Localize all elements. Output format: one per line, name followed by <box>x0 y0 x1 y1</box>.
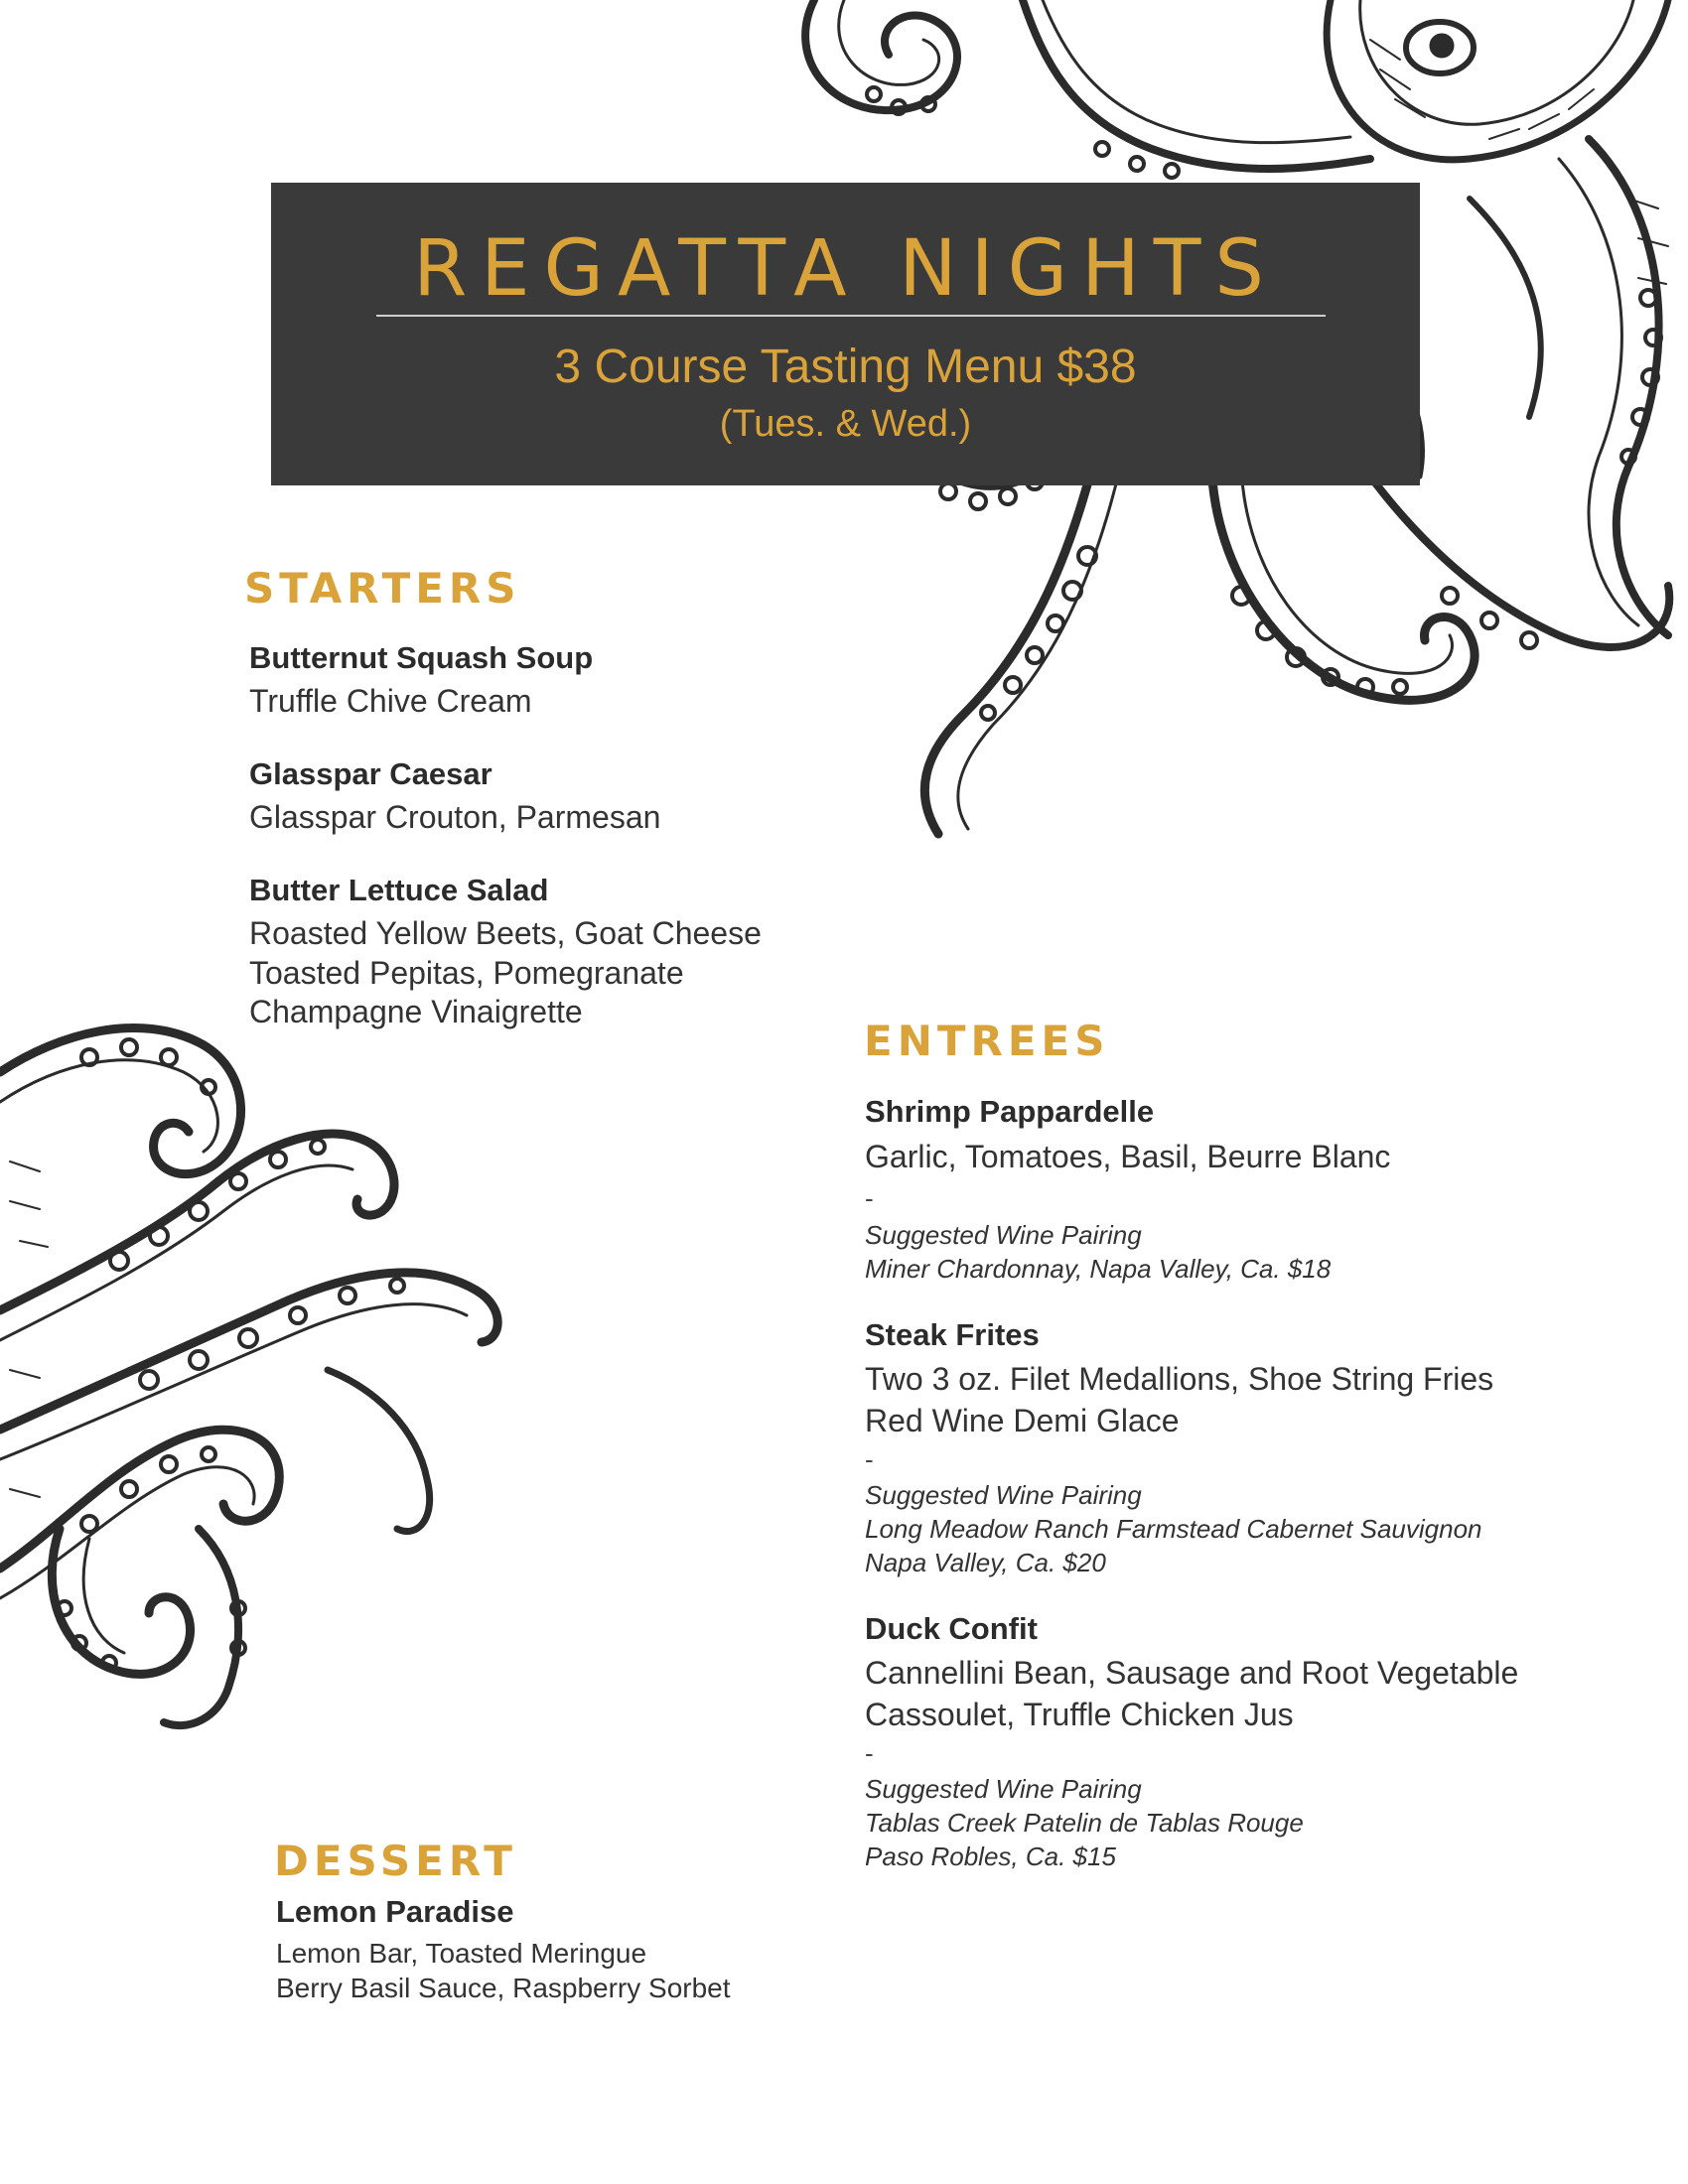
menu-subtitle: 3 Course Tasting Menu $38 <box>554 341 1137 393</box>
wine-pairing: Long Meadow Ranch Farmstead Cabernet Sauvignon <box>865 1514 1482 1544</box>
starter-desc: Roasted Yellow Beets, Goat Cheese <box>249 915 762 951</box>
octopus-tentacles-illustration <box>0 1013 516 1747</box>
menu-title: REGATTA NIGHTS <box>413 224 1278 314</box>
section-title-dessert: DESSERT <box>274 1837 517 1885</box>
entree-name: Shrimp Pappardelle <box>865 1094 1155 1129</box>
dessert-desc: Lemon Bar, Toasted Meringue <box>276 1938 647 1969</box>
header-banner <box>271 183 1420 485</box>
entree-separator: - <box>865 1444 874 1474</box>
section-title-entrees: ENTREES <box>864 1017 1110 1065</box>
entree-desc: Cassoulet, Truffle Chicken Jus <box>865 1697 1294 1732</box>
dessert-desc: Berry Basil Sauce, Raspberry Sorbet <box>276 1973 731 2003</box>
wine-pairing: Napa Valley, Ca. $20 <box>865 1548 1106 1577</box>
dessert-name: Lemon Paradise <box>276 1894 514 1929</box>
entree-desc: Garlic, Tomatoes, Basil, Beurre Blanc <box>865 1139 1391 1174</box>
entree-name: Steak Frites <box>865 1317 1040 1352</box>
wine-pairing: Tablas Creek Patelin de Tablas Rouge <box>865 1808 1304 1838</box>
wine-pairing-label: Suggested Wine Pairing <box>865 1774 1142 1804</box>
starter-desc: Truffle Chive Cream <box>249 683 532 719</box>
wine-pairing-label: Suggested Wine Pairing <box>865 1220 1142 1250</box>
title-divider <box>376 315 1326 317</box>
entree-desc: Red Wine Demi Glace <box>865 1403 1180 1438</box>
starter-name: Glasspar Caesar <box>249 756 492 791</box>
starter-desc: Toasted Pepitas, Pomegranate <box>249 955 684 991</box>
entree-desc: Cannellini Bean, Sausage and Root Vegetable <box>865 1655 1519 1691</box>
entree-name: Duck Confit <box>865 1611 1038 1646</box>
starter-name: Butter Lettuce Salad <box>249 873 549 907</box>
starter-desc: Champagne Vinaigrette <box>249 994 583 1029</box>
section-title-starters: STARTERS <box>244 564 521 613</box>
entree-desc: Two 3 oz. Filet Medallions, Shoe String Fries <box>865 1361 1494 1397</box>
wine-pairing: Paso Robles, Ca. $15 <box>865 1842 1116 1871</box>
menu-days-note: (Tues. & Wed.) <box>719 403 972 445</box>
wine-pairing-label: Suggested Wine Pairing <box>865 1480 1142 1510</box>
entree-separator: - <box>865 1738 874 1768</box>
wine-pairing: Miner Chardonnay, Napa Valley, Ca. $18 <box>865 1254 1332 1284</box>
starter-desc: Glasspar Crouton, Parmesan <box>249 799 661 835</box>
starter-name: Butternut Squash Soup <box>249 640 594 675</box>
entree-separator: - <box>865 1183 874 1213</box>
